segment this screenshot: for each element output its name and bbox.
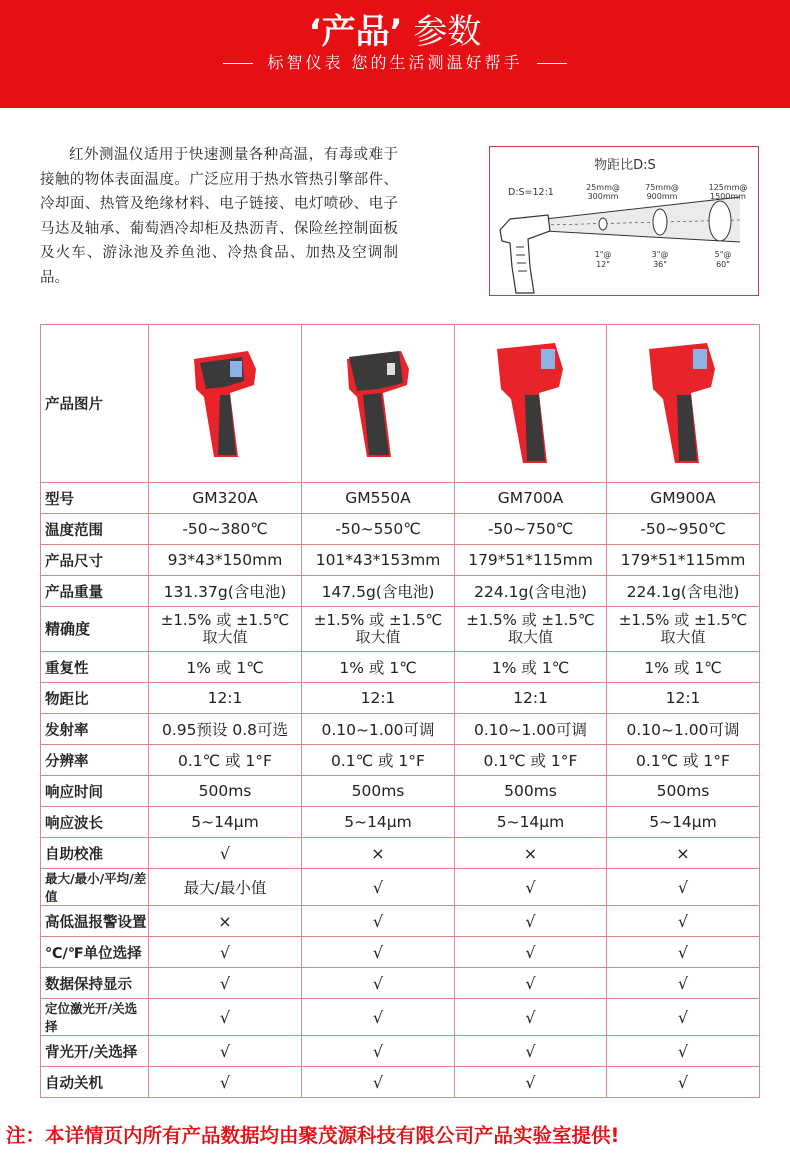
cell-value: √: [677, 911, 689, 931]
table-cell: [607, 483, 760, 514]
cell-value: √: [525, 1007, 536, 1027]
cell-value: GM320A: [192, 489, 258, 507]
cell-value: -50~750℃: [487, 520, 574, 538]
table-row: [41, 576, 760, 607]
cell-value: √: [372, 973, 384, 993]
table-cell: [455, 776, 607, 807]
cell-value: √: [525, 973, 536, 993]
subtitle-dash-right: [537, 63, 567, 64]
table-cell: [607, 745, 760, 776]
table-row: [41, 838, 760, 869]
table-cell: [149, 776, 302, 807]
table-cell: [607, 937, 760, 968]
table-row: [41, 745, 760, 776]
cell-value: 0.10~1.00可调: [473, 721, 587, 739]
table-cell: [455, 937, 607, 968]
table-cell: [607, 807, 760, 838]
cell-value: ×: [523, 843, 538, 863]
cell-value: 500ms: [198, 782, 252, 800]
table-cell: [607, 906, 760, 937]
cell-line-1: ±1.5% 或 ±1.5℃: [466, 611, 595, 629]
table-cell: [455, 714, 607, 745]
cell-value: 0.1℃ 或 1°F: [636, 752, 730, 770]
table-row: [41, 807, 760, 838]
top-label-2a: 75mm@: [645, 183, 679, 192]
bottom-label-3b: 60": [716, 260, 730, 269]
table-cell: [302, 745, 455, 776]
row-label: 数据保持显示: [41, 968, 149, 999]
table-row: [41, 776, 760, 807]
gun-outline-icon: [500, 215, 550, 293]
table-cell: [455, 607, 607, 652]
table-cell: [455, 652, 607, 683]
table-cell: [302, 607, 455, 652]
table-row: [41, 999, 760, 1036]
table-cell: [607, 1067, 760, 1098]
cell-value: 1% 或 1℃: [491, 659, 570, 677]
ds-ratio: D:S=12:1: [508, 187, 554, 198]
table-row: [41, 545, 760, 576]
product-image-cell: [302, 325, 455, 483]
table-cell: [302, 714, 455, 745]
cell-line-2: 取大值: [202, 628, 248, 646]
bottom-label-3a: 5"@: [714, 250, 732, 259]
table-row: [41, 968, 760, 999]
table-row: [41, 869, 760, 906]
table-cell: [302, 937, 455, 968]
cell-value: √: [219, 1072, 231, 1092]
page-title-bold: ‘产品’: [308, 12, 403, 52]
cell-value: √: [677, 1007, 689, 1027]
row-label: ℃/℉单位选择: [41, 937, 149, 968]
table-cell: [455, 545, 607, 576]
cell-value: ×: [676, 843, 690, 863]
cell-value: 1% 或 1℃: [339, 659, 417, 677]
cell-value: √: [525, 911, 536, 931]
cell-value: 93*43*150mm: [167, 551, 283, 569]
table-row: [41, 607, 760, 652]
product-image-cell: [607, 325, 760, 483]
table-row: [41, 1067, 760, 1098]
row-label: 背光开/关选择: [41, 1036, 149, 1067]
table-row: [41, 652, 760, 683]
cell-value: √: [677, 942, 689, 962]
table-cell: [302, 683, 455, 714]
cell-value: √: [219, 1041, 231, 1061]
thermometer-gun-icon: [645, 339, 721, 469]
table-cell: [455, 745, 607, 776]
table-cell: [302, 576, 455, 607]
table-cell: [149, 906, 302, 937]
thermometer-gun-icon: [493, 339, 569, 469]
cell-value: 224.1g(含电池): [626, 583, 740, 601]
ds-ratio-diagram: [489, 146, 759, 296]
cell-value: 12:1: [207, 689, 243, 707]
table-cell: [302, 1067, 455, 1098]
table-cell: [149, 483, 302, 514]
spot-3: [709, 201, 731, 241]
table-cell: [455, 576, 607, 607]
table-row: [41, 483, 760, 514]
cell-value: 最大/最小值: [183, 879, 267, 897]
cell-value: 12:1: [665, 689, 701, 707]
spot-1: [599, 218, 607, 230]
table-cell: [149, 545, 302, 576]
cell-value: √: [372, 1007, 384, 1027]
table-cell: [302, 807, 455, 838]
table-cell: [455, 807, 607, 838]
footer-note: 注：本详情页内所有产品数据均由聚茂源科技有限公司产品实验室提供!: [6, 1124, 620, 1147]
table-cell: [607, 776, 760, 807]
table-cell: [607, 652, 760, 683]
table-cell: [149, 937, 302, 968]
table-cell: [302, 652, 455, 683]
cell-value: √: [219, 843, 231, 863]
row-label: 重复性: [41, 652, 149, 683]
table-cell: [302, 906, 455, 937]
table-row: [41, 514, 760, 545]
table-cell: [149, 514, 302, 545]
cell-value: √: [525, 942, 536, 962]
cell-value: 0.1℃ 或 1°F: [178, 752, 272, 770]
table-cell: [607, 869, 760, 906]
row-label: 最大/最小/平均/差值: [41, 869, 149, 906]
page-title: [0, 4, 790, 53]
page-subtitle: [0, 50, 790, 73]
cell-value: 0.10~1.00可调: [321, 721, 435, 739]
row-label: 响应波长: [41, 807, 149, 838]
table-cell: [455, 869, 607, 906]
cell-value: √: [372, 1041, 384, 1061]
table-cell: [302, 838, 455, 869]
cell-value: √: [677, 1072, 689, 1092]
row-label: 分辨率: [41, 745, 149, 776]
cell-value: 0.1℃ 或 1°F: [331, 752, 425, 770]
cell-value: 5~14μm: [191, 813, 259, 831]
row-label: 产品图片: [41, 325, 149, 483]
cell-value: √: [525, 1072, 536, 1092]
row-label: 产品重量: [41, 576, 149, 607]
table-cell: [302, 869, 455, 906]
table-cell: [149, 714, 302, 745]
cell-value: 5~14μm: [496, 813, 565, 831]
table-cell: [607, 514, 760, 545]
cell-value: 500ms: [351, 782, 405, 800]
cell-value: -50~550℃: [335, 520, 421, 538]
table-cell: [149, 869, 302, 906]
table-cell: [302, 483, 455, 514]
table-cell: [149, 1067, 302, 1098]
thermometer-gun-icon: [343, 345, 413, 463]
cell-value: 179*51*115mm: [468, 551, 593, 569]
table-cell: [607, 683, 760, 714]
top-label-2b: 900mm: [646, 192, 678, 201]
bottom-label-2b: 36": [653, 260, 667, 269]
table-cell: [607, 999, 760, 1036]
cell-value: √: [372, 1072, 384, 1092]
table-cell: [607, 576, 760, 607]
table-cell: [455, 514, 607, 545]
ds-title: 物距比D:S: [594, 158, 656, 173]
cell-value: √: [677, 877, 689, 897]
table-cell: [149, 807, 302, 838]
cell-value: 0.95预设 0.8可选: [161, 721, 289, 739]
table-cell: [302, 545, 455, 576]
cell-value: 224.1g(含电池): [474, 583, 587, 601]
thermometer-gun-icon: [190, 345, 260, 463]
cell-value: 179*51*115mm: [620, 551, 746, 569]
table-cell: [607, 714, 760, 745]
table-cell: [607, 545, 760, 576]
table-cell: [302, 968, 455, 999]
cell-value: √: [677, 1041, 689, 1061]
table-cell: [455, 683, 607, 714]
table-cell: [149, 968, 302, 999]
table-row: [41, 714, 760, 745]
table-row: [41, 937, 760, 968]
table-cell: [302, 999, 455, 1036]
cell-value: ×: [371, 843, 385, 863]
cell-line-1: ±1.5% 或 ±1.5℃: [160, 611, 290, 629]
table-cell: [607, 968, 760, 999]
cell-value: -50~380℃: [182, 520, 268, 538]
table-cell: [149, 683, 302, 714]
table-cell: [607, 838, 760, 869]
cell-value: 12:1: [360, 689, 396, 707]
row-label: 响应时间: [41, 776, 149, 807]
row-label: 温度范围: [41, 514, 149, 545]
page-title-rest: 参数: [413, 12, 482, 52]
cell-value: 131.37g(含电池): [163, 583, 287, 601]
cell-value: 1% 或 1℃: [644, 659, 722, 677]
cell-line-2: 取大值: [507, 628, 553, 646]
cell-value: GM550A: [345, 489, 411, 507]
cell-value: √: [219, 942, 231, 962]
table-cell: [455, 906, 607, 937]
cell-value: 101*43*153mm: [315, 551, 441, 569]
table-cell: [455, 1067, 607, 1098]
table-cell: [149, 607, 302, 652]
cell-value: √: [525, 877, 536, 897]
table-cell: [302, 514, 455, 545]
table-row: [41, 1036, 760, 1067]
cell-value: 0.10~1.00可调: [626, 721, 740, 739]
table-cell: [149, 1036, 302, 1067]
product-image-cell: [455, 325, 607, 483]
cell-line-2: 取大值: [355, 628, 401, 646]
cell-value: √: [677, 973, 689, 993]
cell-value: ×: [218, 911, 232, 931]
bottom-label-1b: 12": [596, 260, 610, 269]
cell-value: GM700A: [497, 489, 564, 507]
cell-value: GM900A: [650, 489, 716, 507]
row-label: 型号: [41, 483, 149, 514]
table-cell: [149, 838, 302, 869]
cell-value: 5~14μm: [344, 813, 412, 831]
top-label-3b: 1500mm: [710, 192, 746, 201]
cell-value: 500ms: [656, 782, 710, 800]
table-row: [41, 906, 760, 937]
row-label: 精确度: [41, 607, 149, 652]
subtitle-text: 标智仪表 您的生活测温好帮手: [267, 53, 523, 72]
header-banner: [0, 0, 790, 108]
cell-value: 5~14μm: [649, 813, 717, 831]
table-cell: [302, 1036, 455, 1067]
image-row: [41, 325, 760, 483]
cell-value: -50~950℃: [640, 520, 726, 538]
table-cell: [455, 968, 607, 999]
subtitle-dash-left: [223, 63, 253, 64]
row-label: 发射率: [41, 714, 149, 745]
table-row: [41, 683, 760, 714]
table-cell: [455, 483, 607, 514]
top-label-1a: 25mm@: [586, 183, 620, 192]
bottom-label-2a: 3"@: [651, 250, 669, 259]
cell-value: √: [525, 1041, 536, 1061]
row-label: 物距比: [41, 683, 149, 714]
cell-value: 0.1℃ 或 1°F: [483, 752, 578, 770]
spec-table: [40, 324, 760, 1098]
table-cell: [607, 607, 760, 652]
row-label: 自动关机: [41, 1067, 149, 1098]
top-label-3a: 125mm@: [708, 183, 748, 192]
row-label: 高低温报警设置: [41, 906, 149, 937]
cell-value: √: [372, 877, 384, 897]
row-label: 自助校准: [41, 838, 149, 869]
cell-line-1: ±1.5% 或 ±1.5℃: [313, 611, 443, 629]
cell-value: √: [372, 911, 384, 931]
table-cell: [455, 1036, 607, 1067]
cell-value: 12:1: [513, 689, 548, 707]
cell-value: 147.5g(含电池): [321, 583, 435, 601]
product-image-cell: [149, 325, 302, 483]
table-cell: [149, 652, 302, 683]
cell-value: 1% 或 1℃: [186, 659, 264, 677]
cell-value: √: [219, 973, 231, 993]
table-cell: [149, 576, 302, 607]
intro-paragraph: 红外测温仪适用于快速测量各种高温，有毒或难于接触的物体表面温度。广泛应用于热水管热引擎部件、冷却面、热管及绝缘材料、电子链接、电灯喷砂、电子马达及轴承、葡萄酒冷却柜及热沥青、保险丝控制面板及火车、游泳池及养鱼池、冷热食品、加热及空调制品。: [40, 147, 398, 286]
cell-line-1: ±1.5% 或 ±1.5℃: [618, 611, 748, 629]
spot-2: [653, 209, 667, 235]
table-cell: [149, 999, 302, 1036]
cell-value: √: [372, 942, 384, 962]
top-label-1b: 300mm: [587, 192, 619, 201]
bottom-label-1a: 1"@: [594, 250, 612, 259]
table-cell: [455, 999, 607, 1036]
table-cell: [455, 838, 607, 869]
cell-line-2: 取大值: [660, 628, 706, 646]
ds-diagram-svg: [490, 147, 760, 297]
table-cell: [302, 776, 455, 807]
table-cell: [607, 1036, 760, 1067]
row-label: 定位激光开/关选择: [41, 999, 149, 1036]
cell-value: 500ms: [504, 782, 557, 800]
cell-value: √: [219, 1007, 231, 1027]
table-cell: [149, 745, 302, 776]
row-label: 产品尺寸: [41, 545, 149, 576]
